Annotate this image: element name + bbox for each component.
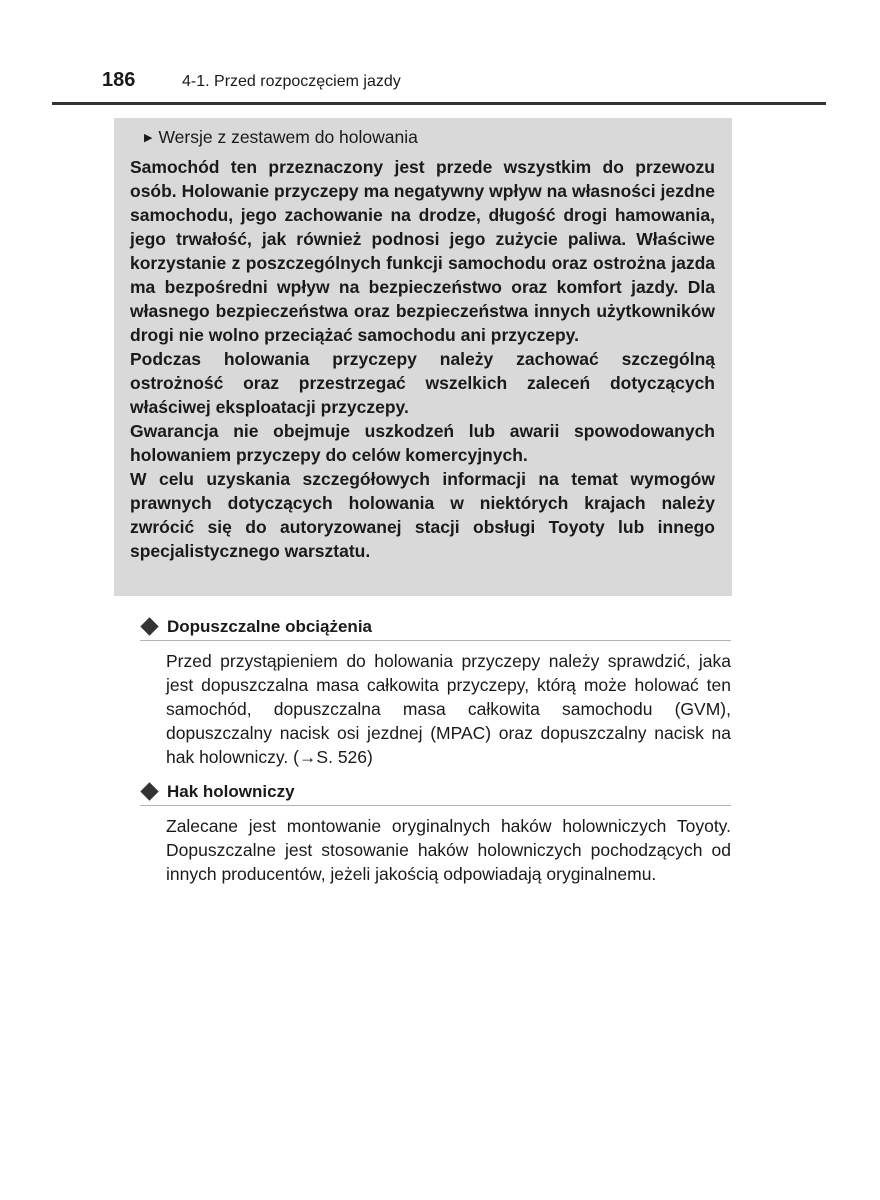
section-permissible-loads [140,614,731,769]
section-title: 4-1. Przed rozpoczęciem jazdy [182,73,401,90]
page-number: 186 [102,69,136,91]
section-heading-text: Dopuszczalne obciążenia [167,617,372,636]
page-header [52,64,826,105]
warning-heading [144,126,715,151]
warning-text [130,155,715,563]
section-heading [140,779,731,806]
diamond-bullet-icon [140,617,158,635]
warning-paragraph: Gwarancja nie obejmuje uszkodzeń lub awarii spowodowanych holowaniem przyczepy do celów komercyjnych. [130,421,715,465]
warning-paragraph: Podczas holowania przyczepy należy zachować szczególną ostrożność oraz przestrzegać wszelkich zaleceń dotyczących właściwej eksploatacji przyczepy. [130,349,715,417]
section-heading [140,614,731,641]
towing-warning-box [114,118,732,596]
warning-paragraph: Samochód ten przeznaczony jest przede wszystkim do przewozu osób. Holowanie przyczepy ma negatywny wpływ na własności jezdne samochodu, jego zachowanie na drodze, długość drogi hamowania, jego trwałość, jak również podnosi jego zużycie paliwa. Właściwe korzystanie z poszczególnych funkcji samochodu oraz ostrożna jazda ma bezpośredni wpływ na bezpieczeństwo oraz komfort jazdy. Dla własnego bezpieczeństwa oraz bezpieczeństwa innych użytkowników drogi nie wolno przeciążać samochodu ani przyczepy. [130,157,715,345]
warning-heading-text: Wersje z zestawem do holowania [158,127,418,147]
section-body: Przed przystąpieniem do holowania przyczepy należy sprawdzić, jaka jest dopuszczalna masa całkowita przyczepy, którą może holować ten samochód, dopuszczalna masa całkowita samochodu (GVM), dopuszczalny nacisk osi jezdnej (MPAC) oraz dopuszczalny nacisk na hak holowniczy. (→S. 526) [166,651,731,767]
section-heading-text: Hak holowniczy [167,782,295,801]
warning-paragraph: W celu uzyskania szczegółowych informacji na temat wymogów prawnych dotyczących holowania w niektórych krajach należy zwrócić się do autoryzowanej stacji obsługi Toyoty lub innego specjalistycznego warsztatu. [130,469,715,561]
section-body: Zalecane jest montowanie oryginalnych haków holowniczych Toyoty. Dopuszczalne jest stosowanie haków holowniczych pochodzących od innych producentów, jeżeli jakością odpowiadają oryginalnemu. [166,816,731,884]
triangle-marker-icon: ▶ [144,132,153,144]
diamond-bullet-icon [140,782,158,800]
section-tow-hitch [140,779,731,886]
